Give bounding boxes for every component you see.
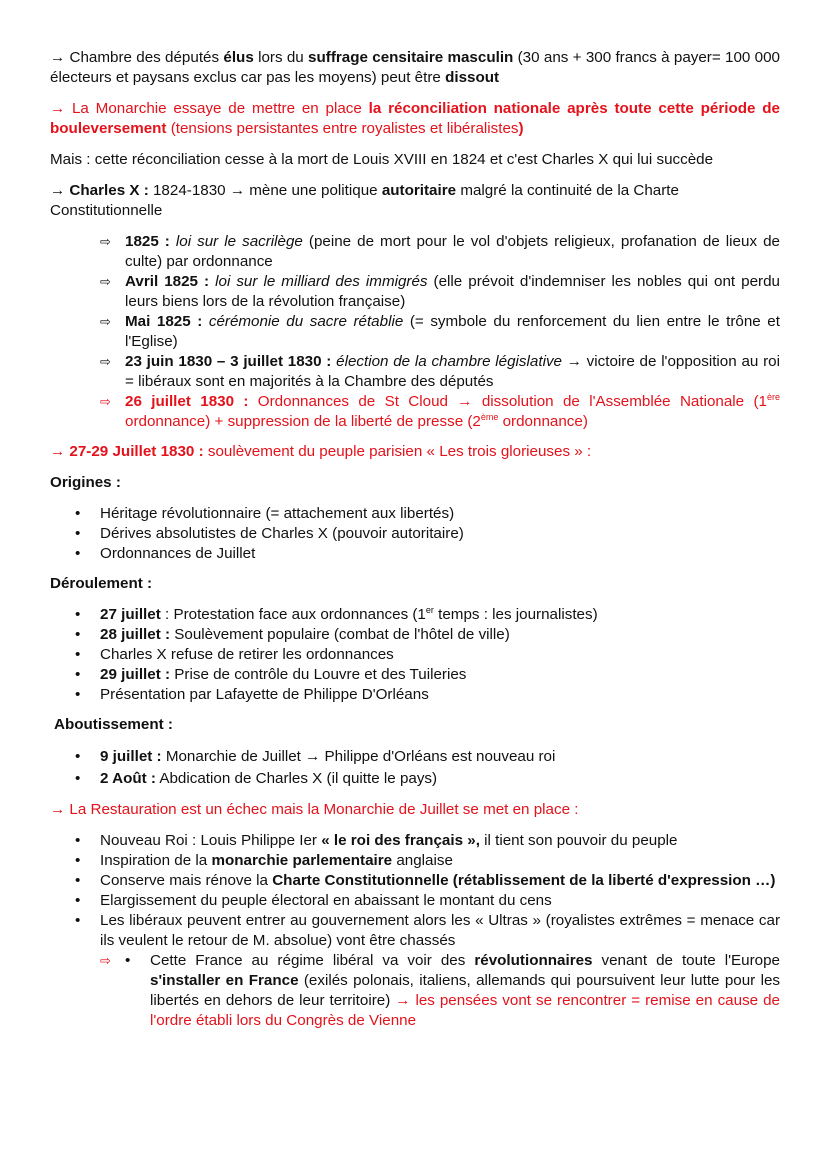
charles-x-list — [50, 232, 780, 432]
heading-origines: Origines : — [50, 474, 121, 491]
list-item: • Dérives absolutistes de Charles X (pouvoir autoritaire) — [50, 524, 780, 544]
list-item: • 27 juillet : Protestation face aux ordonnances (1er temps : les journalistes) — [50, 605, 780, 625]
list-item: • Charles X refuse de retirer les ordonnances — [50, 645, 780, 665]
paragraph-restauration: → La Restauration est un échec mais la Monarchie de Juillet se met en place : — [50, 801, 579, 818]
list-item: • ⇨ Cette France au régime libéral va voir des révolutionnaires venant de toute l'Europe s'installer en France (exilés polonais, italiens, allemands qui poursuivent leur lutte pour les libertés en dehors de leur territoire) → les pensées vont se rencontrer = remise en cause de l'ordre établi lors du Congrès de Vienne — [100, 951, 780, 1031]
list-item: • Elargissement du peuple électoral en abaissant le montant du cens — [50, 891, 780, 911]
list-item-ordonnances-st-cloud: ⇨ 26 juillet 1830 : Ordonnances de St Cloud → dissolution de l'Assemblée Nationale (1ère ordonnance) + suppression de la liberté de presse (2ème ordonnance) — [100, 392, 780, 430]
list-item: • 2 Août : Abdication de Charles X (il quitte le pays) — [50, 768, 780, 790]
arrow-right-icon: ⇨ — [100, 274, 111, 289]
list-item: • 9 juillet : Monarchie de Juillet → Philippe d'Orléans est nouveau roi — [50, 746, 780, 768]
list-item: ⇨ 1825 : loi sur le sacrilège (peine de mort pour le vol d'objets religieux, profanation de lieux de culte) par ordonnance — [100, 233, 780, 270]
paragraph-chambre-deputes: → Chambre des députés élus lors du suffrage censitaire masculin (30 ans + 300 francs à payer= 100 000 électeurs et paysans exclus car pas les moyens) peut être dissout — [50, 49, 781, 86]
arrow-right-icon: ⇨ — [100, 234, 111, 249]
arrow-right-icon: ⇨ — [100, 314, 111, 329]
restauration-sub-list — [100, 951, 780, 1031]
list-item: • Ordonnances de Juillet — [50, 544, 780, 564]
list-item: • Présentation par Lafayette de Philippe D'Orléans — [50, 685, 780, 705]
deroulement-list — [50, 605, 780, 705]
arrow-right-icon: ⇨ — [100, 394, 111, 409]
list-item: • 29 juillet : Prise de contrôle du Louvre et des Tuileries — [50, 665, 780, 685]
list-item: ⇨ Mai 1825 : cérémonie du sacre rétablie (= symbole du renforcement du lien entre le trône et l'Eglise) — [100, 313, 780, 350]
list-item: • Héritage révolutionnaire (= attachement aux libertés) — [50, 504, 780, 524]
heading-deroulement: Déroulement : — [50, 575, 153, 592]
list-item: • Inspiration de la monarchie parlementaire anglaise — [50, 851, 780, 871]
paragraph-mais: Mais : cette réconciliation cesse à la mort de Louis XVIII en 1824 et c'est Charles X qui lui succède — [50, 151, 714, 168]
list-item: • Nouveau Roi : Louis Philippe Ier « le roi des français », il tient son pouvoir du peuple — [50, 831, 780, 851]
aboutissement-list — [50, 746, 780, 790]
paragraph-trois-glorieuses: → 27-29 Juillet 1830 : soulèvement du peuple parisien « Les trois glorieuses » : — [50, 443, 592, 460]
list-item: • 28 juillet : Soulèvement populaire (combat de l'hôtel de ville) — [50, 625, 780, 645]
arrow-right-icon: ⇨ — [100, 354, 111, 369]
paragraph-charles-x: → Charles X : 1824-1830 → mène une politique autoritaire malgré la continuité de la Charte Constitutionnelle — [50, 182, 679, 219]
origines-list — [50, 504, 780, 564]
list-item: • Conserve mais rénove la Charte Constitutionnelle (rétablissement de la liberté d'expression …) — [50, 871, 780, 891]
list-item: • Les libéraux peuvent entrer au gouvernement alors les « Ultras » (royalistes extrêmes = menace car ils veulent le retour de M. absolue) vont être chassés • ⇨ Cette France au régime libéral va voir des révolutionnaires venant de toute l'Europe s'installer en France (exilés polonais, italiens, allemands qui poursuivent leur lutte pour les libertés en dehors de leur territoire) → les pensées vont se rencontrer = remise en cause de l'ordre établi lors du Congrès de Vienne — [50, 911, 780, 1031]
restauration-list — [50, 831, 780, 1031]
arrow-right-icon: • ⇨ — [100, 953, 111, 968]
list-item: ⇨ 23 juin 1830 – 3 juillet 1830 : élection de la chambre législative → victoire de l'opposition au roi = libéraux sont en majorités à la Chambre des députés — [100, 353, 780, 390]
list-item: ⇨ Avril 1825 : loi sur le milliard des immigrés (elle prévoit d'indemniser les nobles qui ont perdu leurs biens lors de la révolution française) — [100, 273, 780, 310]
paragraph-reconciliation: → La Monarchie essaye de mettre en place la réconciliation nationale après toute cette période de bouleversement (tensions persistantes entre royalistes et libéralistes) — [50, 100, 780, 137]
heading-aboutissement: Aboutissement : — [54, 716, 173, 733]
